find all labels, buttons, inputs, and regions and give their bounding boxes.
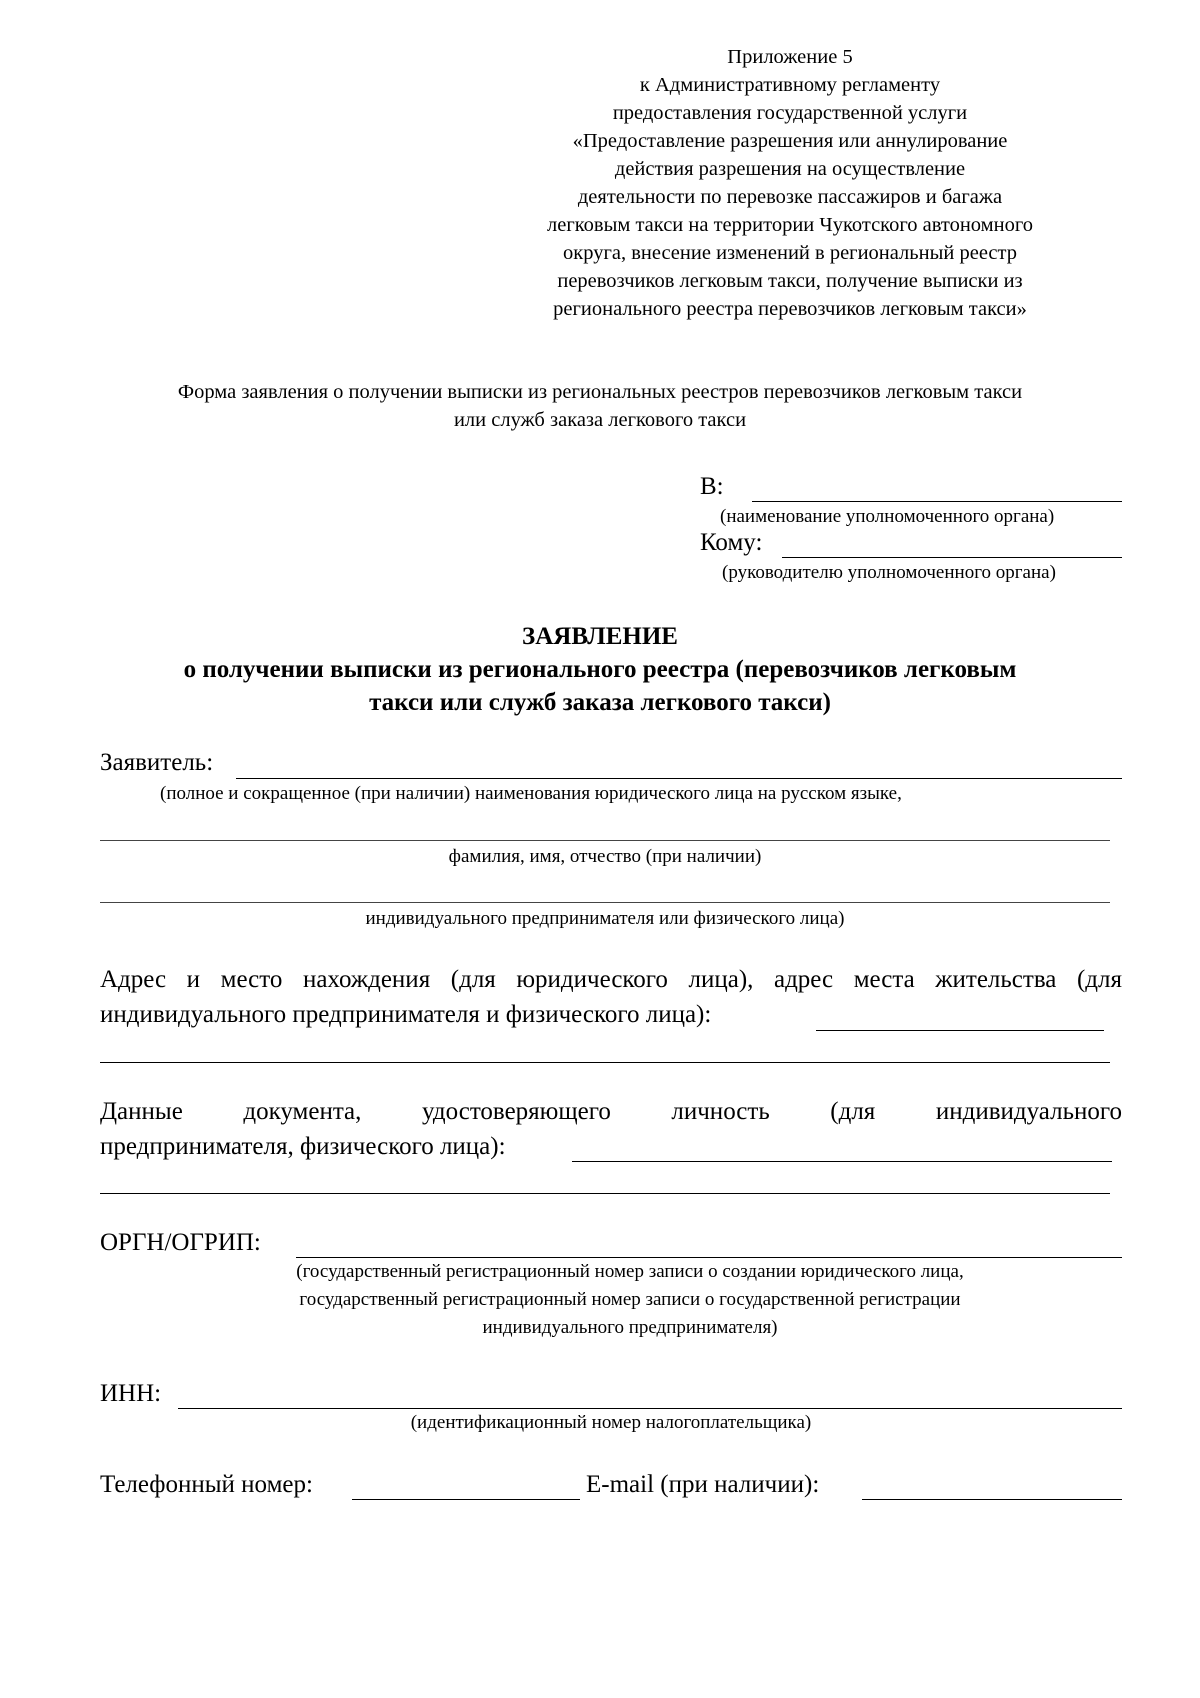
- ogrn-hint-3: индивидуального предпринимателя): [482, 1317, 778, 1338]
- ogrn-label: ОРГН/ОГРИП:: [100, 1229, 261, 1256]
- appendix-line: «Предоставление разрешения или аннулирование: [572, 130, 1008, 152]
- statement-title: [60, 620, 1140, 719]
- inn-label: ИНН:: [100, 1380, 162, 1407]
- phone-field[interactable]: [352, 1499, 580, 1500]
- inn-hint: (идентификационный номер налогоплательщика): [410, 1412, 812, 1433]
- email-label: E-mail (при наличии):: [586, 1471, 820, 1498]
- identity-field-line2[interactable]: [100, 1193, 1110, 1194]
- address-field-line2[interactable]: [100, 1062, 1110, 1063]
- form-title-line: Форма заявления о получении выписки из региональных реестров перевозчиков легковым такси: [177, 381, 1023, 403]
- address-field[interactable]: [816, 1030, 1104, 1031]
- email-field[interactable]: [862, 1499, 1122, 1500]
- identity-text-line2: предпринимателя, физического лица):: [100, 1133, 506, 1160]
- whom-hint: (руководителю уполномоченного органа): [722, 562, 1056, 583]
- appendix-line: Приложение 5: [727, 46, 853, 68]
- appendix-line: деятельности по перевозке пассажиров и багажа: [577, 186, 1003, 208]
- applicant-hint-2: фамилия, имя, отчество (при наличии): [448, 846, 762, 867]
- phone-label: Телефонный номер:: [100, 1471, 313, 1498]
- statement-subtitle: такси или служб заказа легкового такси): [369, 689, 831, 716]
- applicant-field[interactable]: [236, 778, 1122, 779]
- applicant-field-line2[interactable]: [100, 840, 1110, 841]
- appendix-header: [460, 43, 1120, 323]
- to-field[interactable]: [752, 501, 1122, 502]
- statement-subtitle: о получении выписки из регионального реестра (перевозчиков легковым: [183, 656, 1017, 683]
- inn-field[interactable]: [178, 1408, 1122, 1409]
- to-hint: (наименование уполномоченного органа): [720, 506, 1055, 527]
- form-title-line: или служб заказа легкового такси: [453, 409, 747, 431]
- address-text-line2: индивидуального предпринимателя и физического лица):: [100, 1001, 712, 1028]
- appendix-line: округа, внесение изменений в региональный реестр: [563, 242, 1017, 264]
- form-title: [60, 378, 1140, 434]
- ogrn-field[interactable]: [296, 1257, 1122, 1258]
- applicant-field-line3[interactable]: [100, 902, 1110, 903]
- applicant-hint-3: индивидуального предпринимателя или физического лица): [365, 908, 845, 929]
- applicant-label: Заявитель:: [100, 749, 214, 776]
- appendix-line: действия разрешения на осуществление: [614, 158, 966, 180]
- identity-text-line1: Данные документа, удостоверяющего личность (для индивидуального: [100, 1098, 1122, 1125]
- statement-heading: ЗАЯВЛЕНИЕ: [522, 623, 678, 650]
- ogrn-hint-2: государственный регистрационный номер записи о государственной регистрации: [299, 1289, 961, 1310]
- appendix-line: к Административному регламенту: [639, 74, 941, 96]
- identity-field[interactable]: [572, 1161, 1112, 1162]
- appendix-line: перевозчиков легковым такси, получение выписки из: [557, 270, 1023, 292]
- whom-label: Кому:: [700, 529, 763, 556]
- whom-field[interactable]: [782, 557, 1122, 558]
- address-text-line1: Адрес и место нахождения (для юридического лица), адрес места жительства (для: [100, 966, 1122, 993]
- appendix-line: предоставления государственной услуги: [612, 102, 968, 124]
- to-label: В:: [700, 473, 724, 500]
- appendix-line: легковым такси на территории Чукотского автономного: [547, 214, 1033, 236]
- ogrn-hint-1: (государственный регистрационный номер записи о создании юридического лица,: [296, 1261, 964, 1282]
- applicant-hint: (полное и сокращенное (при наличии) наименования юридического лица на русском языке,: [160, 783, 902, 804]
- appendix-line: регионального реестра перевозчиков легковым такси»: [553, 298, 1027, 320]
